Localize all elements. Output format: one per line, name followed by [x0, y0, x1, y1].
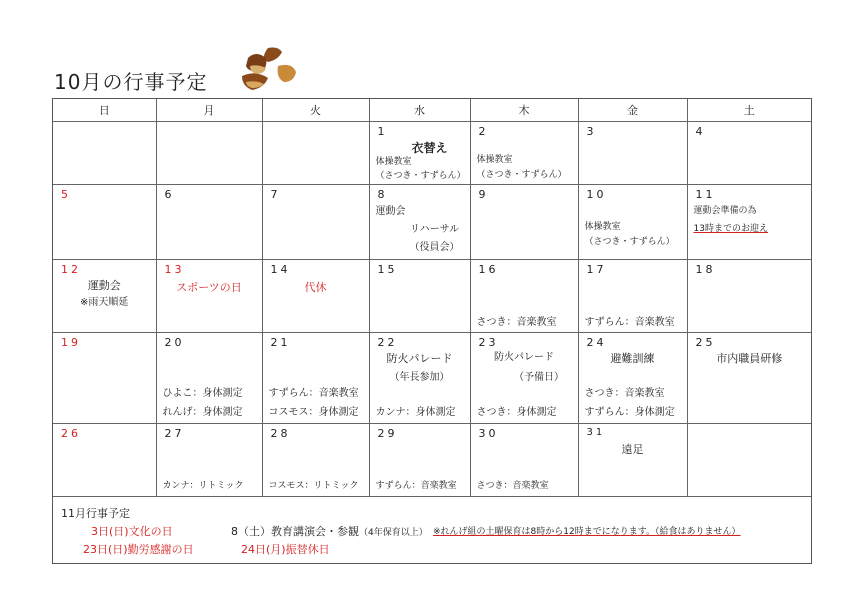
- event-text: すずらん：音楽教室: [584, 317, 675, 328]
- day-number: 20: [164, 336, 185, 349]
- day-number: 8: [377, 188, 388, 201]
- day-cell-12: [53, 260, 156, 333]
- day-cell-18: [687, 260, 811, 333]
- day-number: 17: [586, 263, 607, 276]
- lecture-note: （4年保育以上）: [359, 528, 428, 538]
- day-number: 21: [270, 336, 291, 349]
- day-cell-empty: [262, 122, 369, 185]
- event-text: 防火パレード: [494, 352, 554, 363]
- event-text: コスモス：リトミック: [268, 481, 359, 491]
- event-text: （さつき・すずらん）: [375, 171, 466, 181]
- day-cell-2: [470, 122, 578, 185]
- event-text: コスモス：身体測定: [268, 407, 359, 418]
- day-cell-11: [687, 185, 811, 260]
- weekday-fri: 金: [578, 99, 687, 122]
- event-text: すずらん：音楽教室: [268, 388, 359, 399]
- day-number: 19: [61, 336, 81, 349]
- event-text: さつき：身体測定: [476, 407, 557, 418]
- week-row: [53, 333, 811, 424]
- event-text: 遠足: [621, 443, 644, 456]
- day-cell-20: [156, 333, 262, 424]
- week-row: [53, 185, 811, 260]
- event-text: 防火パレード: [386, 352, 453, 365]
- day-cell-21: [262, 333, 369, 424]
- day-number: 1: [377, 125, 388, 138]
- day-number: 31: [586, 427, 606, 438]
- day-number: 2: [478, 125, 489, 138]
- day-number: 23: [478, 336, 499, 349]
- event-text: さつき：音楽教室: [476, 481, 549, 491]
- day-cell-8: [369, 185, 470, 260]
- day-cell-empty: [156, 122, 262, 185]
- day-cell-17: [578, 260, 687, 333]
- day-number: 5: [61, 188, 71, 201]
- event-text: （予備日）: [514, 372, 564, 383]
- day-number: 24: [586, 336, 607, 349]
- day-cell-24: [578, 333, 687, 424]
- day-number: 4: [695, 125, 706, 138]
- weekday-wed: 水: [369, 99, 470, 122]
- weekday-sun: 日: [53, 99, 156, 122]
- day-cell-4: [687, 122, 811, 185]
- event-text: カンナ：リトミック: [162, 481, 244, 491]
- november-heading: 11月行事予定: [61, 507, 130, 520]
- day-cell-25: [687, 333, 811, 424]
- weekday-thu: 木: [470, 99, 578, 122]
- event-text: ※雨天順延: [80, 297, 129, 308]
- event-text: （さつき・すずらん）: [476, 170, 567, 180]
- event-text: 衣替え: [411, 141, 448, 155]
- event-text: （年長参加）: [389, 372, 450, 383]
- weekday-tue: 火: [262, 99, 369, 122]
- weekday-header-row: [53, 99, 811, 122]
- week-row: [53, 260, 811, 333]
- lecture-text: 8（土）教育講演会・参観: [231, 525, 359, 538]
- day-cell-15: [369, 260, 470, 333]
- day-number: 14: [270, 263, 291, 276]
- day-cell-10: [578, 185, 687, 260]
- chestnut-illustration: [238, 44, 300, 96]
- day-number: 12: [61, 263, 81, 276]
- event-text: 運動会: [87, 279, 121, 292]
- event-text: さつき：音楽教室: [476, 317, 557, 328]
- event-text: 体操教室: [584, 222, 621, 232]
- day-number: 13: [164, 263, 185, 276]
- calendar-grid: [53, 99, 811, 497]
- day-number: 16: [478, 263, 499, 276]
- day-cell-16: [470, 260, 578, 333]
- week-row: [53, 424, 811, 497]
- event-text: （さつき・すずらん）: [584, 237, 675, 247]
- event-text: 運動会: [375, 206, 406, 217]
- day-number: 27: [164, 427, 185, 440]
- weekday-sat: 土: [687, 99, 811, 122]
- weekday-mon: 月: [156, 99, 262, 122]
- day-cell-14: [262, 260, 369, 333]
- day-number: 26: [61, 427, 81, 440]
- day-cell-5: [53, 185, 156, 260]
- day-number: 28: [270, 427, 291, 440]
- week-row: [53, 122, 811, 185]
- day-number: 9: [478, 188, 489, 201]
- day-number: 7: [270, 188, 281, 201]
- event-text: すずらん：身体測定: [584, 407, 675, 418]
- event-text: 体操教室: [375, 157, 412, 167]
- day-number: 10: [586, 188, 607, 201]
- day-cell-empty: [53, 122, 156, 185]
- day-cell-27: [156, 424, 262, 497]
- event-text: 市内職員研修: [716, 352, 783, 365]
- day-cell-31: [578, 424, 687, 497]
- day-cell-1: [369, 122, 470, 185]
- november-substitute-holiday: 24日(月)振替休日: [241, 543, 330, 556]
- event-text: リハーサル: [409, 224, 460, 235]
- holiday-text: 代休: [304, 281, 327, 294]
- day-cell-6: [156, 185, 262, 260]
- november-lecture: [231, 523, 428, 539]
- renge-saturday-note: ※れんげ組の土曜保育は8時から12時までになります。（給食はありません）: [433, 527, 741, 537]
- day-cell-29: [369, 424, 470, 497]
- day-cell-13: [156, 260, 262, 333]
- day-number: 11: [695, 188, 716, 201]
- day-number: 15: [377, 263, 398, 276]
- day-cell-3: [578, 122, 687, 185]
- day-cell-28: [262, 424, 369, 497]
- day-number: 29: [377, 427, 398, 440]
- holiday-text: スポーツの日: [176, 281, 242, 294]
- event-text: ひよこ：身体測定: [162, 388, 243, 399]
- october-calendar: [52, 98, 812, 564]
- event-text: （役員会）: [409, 242, 460, 253]
- event-text: 避難訓練: [610, 352, 655, 365]
- day-cell-23: [470, 333, 578, 424]
- day-cell-7: [262, 185, 369, 260]
- day-cell-19: [53, 333, 156, 424]
- day-number: 18: [695, 263, 716, 276]
- day-number: 6: [164, 188, 175, 201]
- event-text: れんげ：身体測定: [162, 407, 243, 418]
- day-number: 30: [478, 427, 499, 440]
- event-text: すずらん：音楽教室: [375, 481, 457, 491]
- event-text: さつき：音楽教室: [584, 388, 665, 399]
- event-text: カンナ：身体測定: [375, 407, 456, 418]
- page-title: 10月の行事予定: [54, 70, 208, 94]
- event-text: 運動会準備の為: [693, 206, 757, 216]
- event-text: 体操教室: [476, 155, 513, 165]
- day-number: 22: [377, 336, 398, 349]
- november-holiday-culture-day: 3日(日)文化の日: [91, 525, 173, 538]
- day-cell-empty: [687, 424, 811, 497]
- november-schedule: [53, 497, 811, 563]
- day-cell-22: [369, 333, 470, 424]
- day-number: 25: [695, 336, 716, 349]
- november-holiday-labor-day: 23日(日)勤労感謝の日: [83, 543, 194, 556]
- day-cell-30: [470, 424, 578, 497]
- day-number: 3: [586, 125, 597, 138]
- day-cell-26: [53, 424, 156, 497]
- day-cell-9: [470, 185, 578, 260]
- event-text-underlined: 13時までのお迎え: [693, 224, 768, 234]
